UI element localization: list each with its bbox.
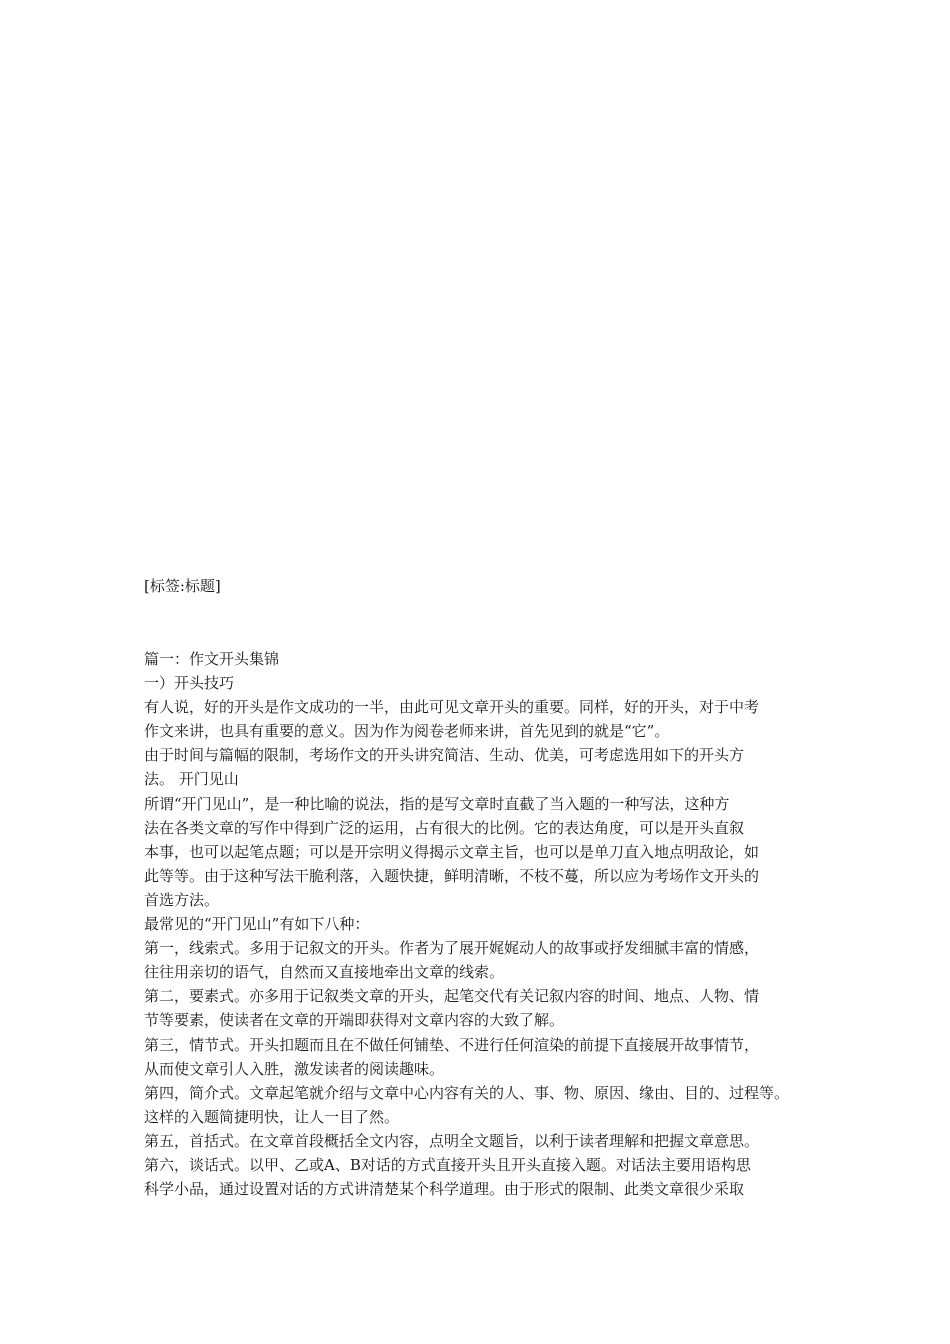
text-line: 第六，谈话式。以甲、乙或A、B对话的方式直接开头且开头直接入题。对话法主要用语构思 — [144, 1155, 751, 1174]
text-line: 有人说，好的开头是作文成功的一半，由此可见文章开头的重要。同样，好的开头，对于中考 — [144, 698, 760, 717]
text-line: 科学小品，通过设置对话的方式讲清楚某个科学道理。由于形式的限制、此类文章很少采取 — [144, 1180, 745, 1199]
section-heading: 篇一：作文开头集锦 — [144, 650, 280, 668]
text-line: 最常见的“开门见山”有如下八种： — [144, 915, 370, 934]
text-line: 法。 开门见山 — [144, 770, 239, 789]
article-body — [144, 647, 814, 1201]
text-line: 这样的入题简捷明快，让人一目了然。 — [144, 1107, 400, 1126]
text-line: 第四，简介式。文章起笔就介绍与文章中心内容有关的人、事、物、原因、缘由、目的、过程等。 — [144, 1083, 790, 1102]
text-line: 作文来讲，也具有重要的意义。因为作为阅卷老师来讲，首先见到的就是“它”。 — [144, 722, 670, 741]
text-line: 第二，要素式。亦多用于记叙类文章的开头，起笔交代有关记叙内容的时间、地点、人物、情 — [144, 987, 760, 1006]
text-line: 第一，线索式。多用于记叙文的开头。作者为了展开娓娓动人的故事或抒发细腻丰富的情感， — [144, 939, 760, 958]
text-line: 本事，也可以起笔点题；可以是开宗明义得揭示文章主旨，也可以是单刀直入地点明敌论，如 — [144, 842, 760, 861]
text-line: 节等要素，使读者在文章的开端即获得对文章内容的大致了解。 — [144, 1011, 565, 1030]
tag-label: [标签:标题] — [144, 577, 221, 595]
text-line: 由于时间与篇幅的限制，考场作文的开头讲究简洁、生动、优美，可考虑选用如下的开头方 — [144, 746, 745, 765]
text-line: 所谓“开门见山”，是一种比喻的说法，指的是写文章时直截了当入题的一种写法，这种方 — [144, 794, 730, 813]
text-line: 法在各类文章的写作中得到广泛的运用，占有很大的比例。它的表达角度，可以是开头直叙 — [144, 818, 745, 837]
text-line: 往往用亲切的语气，自然而又直接地牵出文章的线索。 — [144, 963, 505, 982]
text-line: 从而使文章引人入胜，激发读者的阅读趣味。 — [144, 1059, 445, 1078]
text-line: 第五，首括式。在文章首段概括全文内容，点明全文题旨，以利于读者理解和把握文章意思。 — [144, 1131, 760, 1150]
subsection-heading: 一）开头技巧 — [144, 674, 235, 693]
text-line: 第三，情节式。开头扣题而且在不做任何铺垫、不进行任何渲染的前提下直接展开故事情节， — [144, 1035, 760, 1054]
text-line: 此等等。由于这种写法干脆利落，入题快捷，鲜明清晰，不枝不蔓，所以应为考场作文开头的 — [144, 866, 760, 885]
text-line: 首选方法。 — [144, 890, 220, 909]
